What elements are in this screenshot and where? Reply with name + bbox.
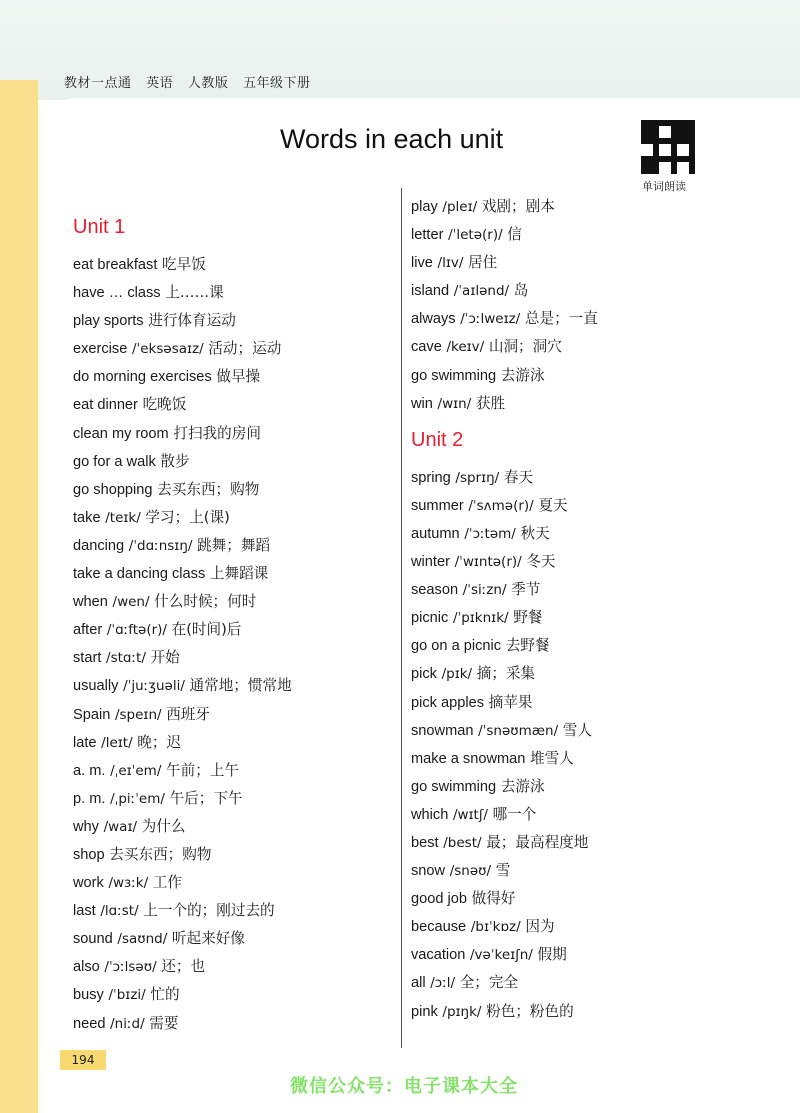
word-english: picnic bbox=[411, 610, 449, 627]
word-english: exercise bbox=[73, 341, 128, 358]
word-entry bbox=[73, 251, 292, 279]
word-entry bbox=[73, 701, 292, 729]
word-chinese: 岛 bbox=[513, 282, 529, 300]
word-phonetic: /vəˈkeɪʃn/ bbox=[470, 947, 533, 964]
word-chinese: 雪人 bbox=[562, 721, 592, 739]
word-entry bbox=[411, 660, 598, 688]
word-phonetic: /pleɪ/ bbox=[442, 199, 478, 215]
word-list-left-column bbox=[73, 205, 292, 1038]
word-phonetic: /saʊnd/ bbox=[117, 931, 168, 948]
book-edition: 人教版 bbox=[187, 76, 229, 91]
word-chinese: 什么时候；何时 bbox=[154, 593, 257, 611]
word-entry bbox=[411, 941, 598, 969]
watermark: 微信公众号：电子课本大全 bbox=[290, 1076, 518, 1097]
word-chinese: 散步 bbox=[160, 452, 190, 470]
qr-code-icon[interactable] bbox=[641, 120, 695, 174]
word-entry bbox=[73, 785, 292, 813]
word-chinese: 做早操 bbox=[216, 368, 261, 386]
word-chinese: 西班牙 bbox=[166, 705, 210, 723]
word-entry bbox=[411, 520, 598, 548]
word-entry bbox=[411, 998, 598, 1026]
word-chinese: 学习；上(课) bbox=[145, 508, 230, 526]
word-phonetic: /ˈsnəʊmæn/ bbox=[478, 722, 559, 739]
word-english: take a dancing class bbox=[73, 566, 206, 583]
word-phonetic: /lɑːst/ bbox=[100, 903, 139, 920]
word-chinese: 上……课 bbox=[165, 284, 224, 302]
word-chinese: 跳舞；舞蹈 bbox=[197, 536, 271, 554]
word-entry bbox=[411, 717, 598, 745]
word-entry bbox=[73, 841, 292, 869]
word-phonetic: /ˈdɑːnsɪŋ/ bbox=[128, 537, 193, 554]
word-entry bbox=[73, 279, 292, 307]
word-english: usually bbox=[73, 678, 119, 695]
word-entry bbox=[411, 464, 598, 492]
book-header bbox=[64, 72, 320, 91]
word-english: play bbox=[411, 199, 438, 215]
word-english: a. m. bbox=[73, 762, 106, 779]
word-phonetic: /bɪˈkɒz/ bbox=[470, 919, 521, 936]
word-entry bbox=[411, 277, 598, 305]
word-english: p. m. bbox=[73, 790, 106, 807]
word-phonetic: /ˈɑːftə(r)/ bbox=[106, 622, 167, 639]
word-phonetic: /ˈwɪntə(r)/ bbox=[454, 554, 522, 571]
word-chinese: 信 bbox=[507, 226, 522, 244]
word-english: shop bbox=[73, 846, 105, 863]
word-english: island bbox=[411, 283, 450, 300]
word-chinese: 上舞蹈课 bbox=[209, 565, 269, 583]
word-entry bbox=[411, 249, 598, 277]
word-chinese: 夏天 bbox=[538, 496, 568, 514]
word-english: always bbox=[411, 311, 456, 328]
word-english: vacation bbox=[411, 947, 466, 964]
word-entry bbox=[411, 801, 598, 829]
word-chinese: 听起来好像 bbox=[171, 930, 245, 948]
word-english: Spain bbox=[73, 706, 111, 723]
word-chinese: 开始 bbox=[150, 649, 180, 667]
word-entry bbox=[411, 745, 598, 773]
book-subject: 英语 bbox=[146, 76, 174, 91]
word-english: good job bbox=[411, 891, 467, 908]
word-entry bbox=[73, 616, 292, 644]
word-english: have … class bbox=[73, 285, 161, 302]
word-chinese: 上一个的；刚过去的 bbox=[143, 902, 275, 920]
word-entry bbox=[73, 981, 292, 1009]
word-phonetic: /waɪ/ bbox=[103, 818, 138, 835]
word-chinese: 冬天 bbox=[526, 553, 556, 571]
word-english: all bbox=[411, 975, 426, 992]
word-chinese: 春天 bbox=[503, 468, 534, 486]
word-entry bbox=[411, 333, 598, 361]
word-chinese: 做得好 bbox=[471, 890, 516, 908]
word-phonetic: /pɪk/ bbox=[441, 666, 473, 683]
page-title: Words in each unit bbox=[280, 124, 504, 154]
word-english: need bbox=[73, 1015, 106, 1032]
word-entry bbox=[73, 869, 292, 897]
word-english: late bbox=[73, 734, 97, 751]
word-entry bbox=[73, 897, 292, 925]
word-chinese: 去游泳 bbox=[500, 366, 545, 384]
word-chinese: 在(时间)后 bbox=[171, 621, 242, 639]
word-entry bbox=[411, 576, 598, 604]
word-phonetic: /keɪv/ bbox=[446, 339, 485, 356]
word-entry bbox=[411, 913, 598, 941]
word-entry bbox=[411, 632, 598, 660]
word-chinese: 需要 bbox=[149, 1014, 179, 1032]
word-english: go shopping bbox=[73, 481, 153, 498]
word-phonetic: /wɪtʃ/ bbox=[452, 806, 488, 823]
word-english: start bbox=[73, 650, 102, 667]
word-phonetic: /ˈsʌmə(r)/ bbox=[468, 497, 534, 514]
word-english: because bbox=[411, 919, 467, 936]
word-entry bbox=[411, 604, 598, 632]
word-english: clean my room bbox=[73, 425, 169, 442]
word-english: snow bbox=[411, 863, 446, 880]
word-phonetic: /pɪŋk/ bbox=[442, 1003, 482, 1020]
word-entry bbox=[73, 644, 292, 672]
column-divider bbox=[401, 188, 402, 1048]
word-chinese: 为什么 bbox=[141, 817, 186, 835]
word-entry bbox=[73, 672, 292, 700]
left-margin-band bbox=[0, 80, 38, 1113]
word-phonetic: /snəʊ/ bbox=[449, 863, 492, 880]
word-english: why bbox=[73, 818, 99, 835]
word-entry bbox=[73, 532, 292, 560]
word-entry bbox=[73, 335, 292, 363]
word-english: eat breakfast bbox=[73, 257, 158, 273]
word-phonetic: /ˌpiːˈem/ bbox=[110, 790, 165, 807]
word-chinese: 活动；运动 bbox=[208, 340, 282, 358]
word-english: cave bbox=[411, 339, 442, 356]
word-english: also bbox=[73, 959, 100, 976]
word-entry bbox=[411, 390, 598, 418]
word-phonetic: /wɜːk/ bbox=[108, 875, 149, 892]
word-chinese: 戏剧；剧本 bbox=[481, 198, 555, 215]
word-entry bbox=[73, 391, 292, 419]
word-chinese: 去买东西；购物 bbox=[109, 845, 212, 863]
word-phonetic: /ˈjuːʒuəli/ bbox=[123, 678, 185, 695]
word-phonetic: /ˌeɪˈem/ bbox=[110, 762, 162, 779]
word-chinese: 最；最高程度地 bbox=[486, 833, 589, 851]
word-phonetic: /ˈbɪzi/ bbox=[108, 987, 146, 1004]
word-english: pink bbox=[411, 1003, 438, 1020]
word-entry bbox=[411, 548, 598, 576]
word-chinese: 午后；下午 bbox=[169, 789, 243, 807]
word-chinese: 居住 bbox=[468, 254, 498, 272]
unit-heading: Unit 1 bbox=[73, 216, 126, 238]
word-phonetic: /leɪt/ bbox=[101, 734, 133, 751]
word-chinese: 假期 bbox=[537, 946, 567, 964]
word-english: busy bbox=[73, 987, 104, 1004]
word-english: snowman bbox=[411, 722, 474, 739]
word-chinese: 雪 bbox=[495, 862, 511, 880]
word-english: summer bbox=[411, 497, 464, 514]
word-entry bbox=[73, 588, 292, 616]
word-list-right-column bbox=[411, 193, 598, 1026]
word-english: make a snowman bbox=[411, 750, 526, 767]
word-english: work bbox=[73, 875, 104, 892]
word-english: pick bbox=[411, 666, 437, 683]
word-chinese: 山洞；洞穴 bbox=[488, 338, 562, 356]
word-chinese: 午前；上午 bbox=[166, 761, 240, 779]
word-english: pick apples bbox=[411, 694, 485, 711]
word-phonetic: /lɪv/ bbox=[437, 255, 464, 272]
word-entry bbox=[73, 953, 292, 981]
word-entry bbox=[73, 813, 292, 841]
word-chinese: 摘苹果 bbox=[488, 693, 533, 711]
word-chinese: 总是；一直 bbox=[524, 310, 598, 328]
word-phonetic: /ˈpɪknɪk/ bbox=[452, 610, 509, 627]
word-phonetic: /ˈɔːlsəʊ/ bbox=[104, 959, 157, 976]
word-entry bbox=[411, 773, 598, 801]
word-chinese: 进行体育运动 bbox=[148, 312, 236, 330]
word-entry bbox=[411, 362, 598, 390]
word-entry bbox=[411, 885, 598, 913]
word-entry bbox=[73, 504, 292, 532]
word-phonetic: /stɑːt/ bbox=[106, 650, 146, 667]
word-english: go swimming bbox=[411, 367, 497, 384]
word-english: go for a walk bbox=[73, 453, 156, 470]
word-english: which bbox=[411, 806, 449, 823]
word-english: eat dinner bbox=[73, 397, 138, 414]
word-entry bbox=[73, 729, 292, 757]
book-grade: 五年级下册 bbox=[242, 76, 311, 91]
word-entry bbox=[73, 925, 292, 953]
word-phonetic: /ˈeksəsaɪz/ bbox=[131, 341, 204, 358]
word-phonetic: /ˈaɪlənd/ bbox=[453, 283, 510, 300]
page-number: 194 bbox=[60, 1050, 106, 1070]
word-english: when bbox=[73, 594, 108, 611]
word-chinese: 获胜 bbox=[475, 394, 506, 412]
word-english: autumn bbox=[411, 525, 460, 542]
word-phonetic: /ˈletə(r)/ bbox=[448, 227, 503, 244]
word-english: dancing bbox=[73, 537, 125, 554]
word-english: letter bbox=[411, 227, 444, 244]
word-english: go on a picnic bbox=[411, 638, 502, 655]
word-phonetic: /wen/ bbox=[112, 594, 150, 611]
word-chinese: 忙的 bbox=[150, 986, 180, 1004]
word-entry bbox=[73, 476, 292, 504]
word-entry bbox=[73, 307, 292, 335]
word-english: season bbox=[411, 582, 459, 599]
word-entry bbox=[411, 829, 598, 857]
word-entry bbox=[411, 492, 598, 520]
word-chinese: 秋天 bbox=[520, 524, 550, 542]
qr-caption: 单词朗读 bbox=[642, 180, 686, 193]
word-chinese: 去野餐 bbox=[505, 637, 550, 655]
word-chinese: 粉色；粉色的 bbox=[486, 1002, 574, 1020]
word-phonetic: /best/ bbox=[443, 834, 482, 851]
word-entry bbox=[411, 305, 598, 333]
word-phonetic: /niːd/ bbox=[110, 1015, 145, 1032]
word-english: winter bbox=[411, 554, 450, 571]
word-chinese: 季节 bbox=[511, 581, 541, 599]
word-phonetic: /ˈsiːzn/ bbox=[462, 582, 507, 599]
word-chinese: 摘；采集 bbox=[476, 665, 536, 683]
word-english: go swimming bbox=[411, 778, 497, 795]
word-english: take bbox=[73, 509, 101, 526]
word-entry bbox=[73, 363, 292, 391]
word-english: after bbox=[73, 622, 103, 639]
word-chinese: 去买东西；购物 bbox=[157, 480, 260, 498]
word-phonetic: /sprɪŋ/ bbox=[455, 469, 500, 486]
word-chinese: 哪一个 bbox=[492, 805, 537, 823]
word-phonetic: /teɪk/ bbox=[105, 509, 141, 526]
word-chinese: 去游泳 bbox=[500, 777, 545, 795]
word-english: do morning exercises bbox=[73, 369, 212, 386]
word-entry bbox=[73, 448, 292, 476]
word-chinese: 野餐 bbox=[513, 609, 543, 627]
word-entry bbox=[411, 689, 598, 717]
word-english: sound bbox=[73, 931, 113, 948]
word-english: win bbox=[411, 395, 433, 412]
word-chinese: 晚；迟 bbox=[137, 733, 182, 751]
word-chinese: 吃早饭 bbox=[162, 256, 206, 273]
word-phonetic: /ˈɔːlweɪz/ bbox=[460, 311, 521, 328]
word-phonetic: /ɔːl/ bbox=[430, 975, 456, 992]
word-english: last bbox=[73, 903, 96, 920]
word-english: play sports bbox=[73, 313, 144, 330]
word-english: live bbox=[411, 255, 433, 272]
word-chinese: 工作 bbox=[152, 874, 182, 892]
book-series: 教材一点通 bbox=[64, 76, 132, 91]
word-english: spring bbox=[411, 469, 451, 486]
word-chinese: 通常地；惯常地 bbox=[189, 677, 292, 695]
word-entry bbox=[73, 1010, 292, 1038]
word-entry bbox=[411, 221, 598, 249]
word-chinese: 吃晚饭 bbox=[142, 396, 187, 414]
word-chinese: 因为 bbox=[525, 918, 555, 936]
word-chinese: 堆雪人 bbox=[530, 749, 574, 767]
word-entry bbox=[73, 420, 292, 448]
word-entry bbox=[73, 560, 292, 588]
unit-heading: Unit 2 bbox=[411, 428, 464, 451]
word-english: best bbox=[411, 834, 439, 851]
word-entry bbox=[411, 969, 598, 997]
word-entry bbox=[411, 193, 598, 221]
word-chinese: 打扫我的房间 bbox=[173, 424, 261, 442]
word-entry bbox=[411, 857, 598, 885]
word-phonetic: /speɪn/ bbox=[114, 706, 162, 723]
word-phonetic: /ˈɔːtəm/ bbox=[464, 525, 516, 542]
word-phonetic: /wɪn/ bbox=[437, 395, 472, 412]
word-chinese: 还；也 bbox=[161, 958, 206, 976]
word-entry bbox=[73, 757, 292, 785]
word-chinese: 全；完全 bbox=[459, 974, 519, 992]
